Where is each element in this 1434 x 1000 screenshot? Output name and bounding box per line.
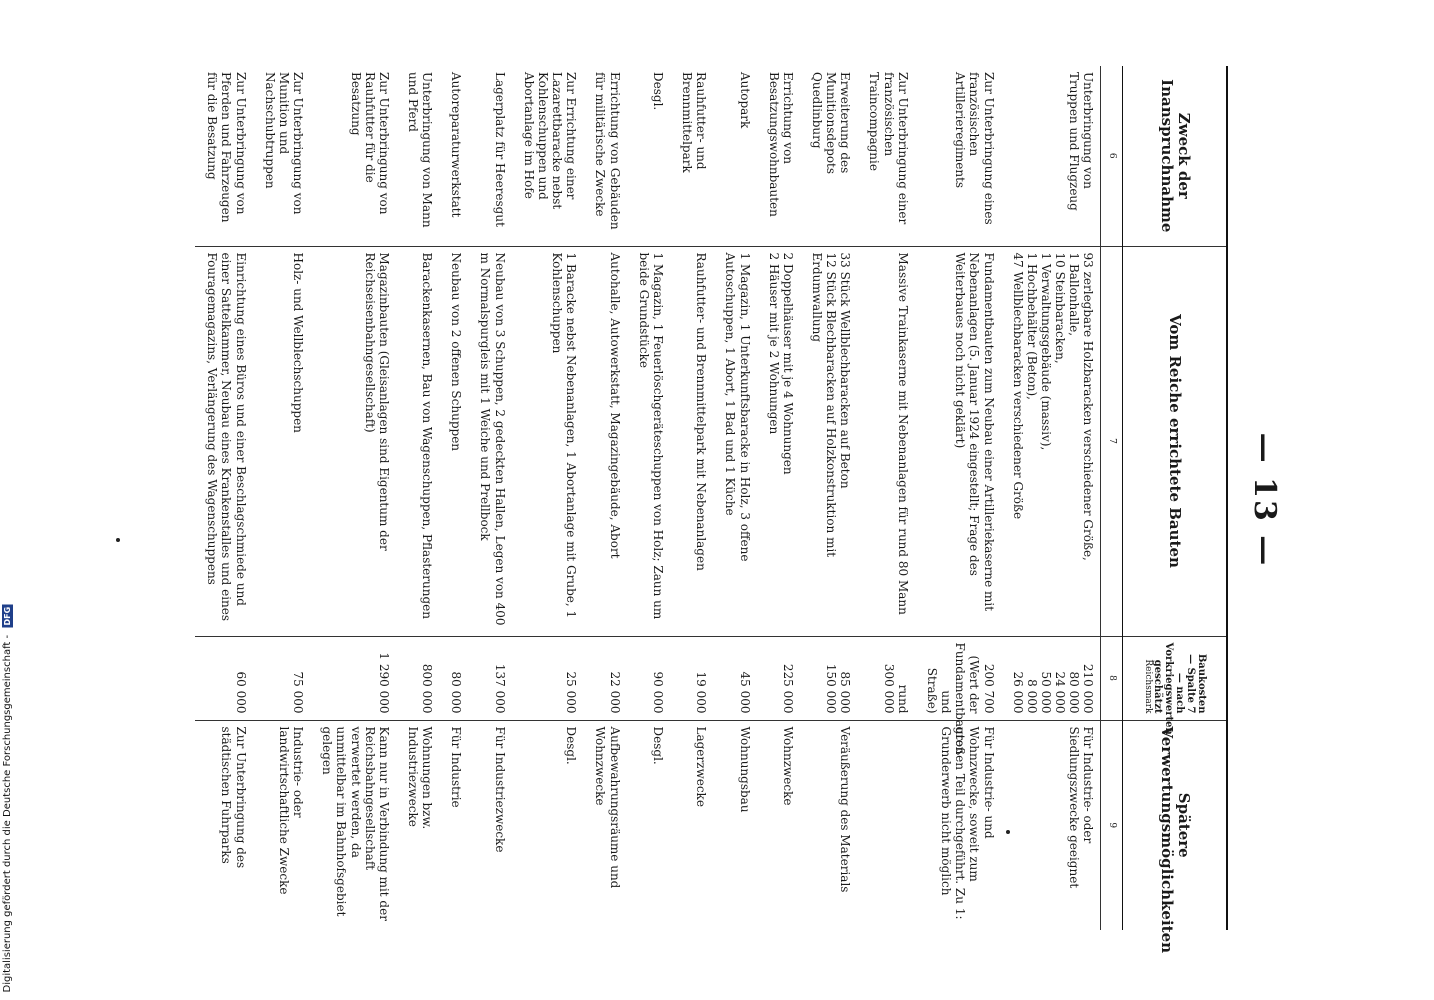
table-row — [757, 66, 800, 930]
col-num-6: 6 — [1101, 66, 1123, 246]
cell-buildings: Neubau von 2 offenen Schuppen — [439, 246, 468, 636]
cell-purpose: Unterbringung von Truppen und Flugzeug — [1067, 72, 1096, 211]
digitization-credit — [2, 605, 13, 993]
table-row — [627, 66, 670, 930]
cell-purpose: Autopark — [737, 72, 752, 129]
cell-purpose: Unterbringung von Mann und Pferd — [406, 72, 435, 228]
table-row — [1001, 66, 1101, 930]
cell-purpose: Zur Unterbringung von Pferden und Fahrzeugen für die Besatzung — [205, 72, 248, 223]
column-number-row — [1101, 66, 1123, 930]
table-row — [583, 66, 626, 930]
cell-costs: 25 000 — [512, 636, 584, 720]
table-row — [800, 66, 857, 930]
cell-later-use: Für Industrie- oder Siedlungszwecke geeignet — [1001, 720, 1101, 930]
header-costs — [1123, 636, 1227, 735]
cell-later-use: Desgl. — [512, 720, 584, 930]
cell-buildings: 33 Stück Wellblechbaracken auf Beton 12 Stück Blechbaracken auf Holzkonstruktion mit Erdumwallung — [800, 246, 857, 636]
cell-buildings: 93 zerlegbare Holzbaracken verschiedener Größe, 1 Ballonhalle, 10 Steinbaracken, 1 Verwaltungsgebäude (massiv), 1 Hochbehälter (Beton), 47 Wellblechbaracken verschiedener Größe — [1001, 246, 1101, 636]
page-number: — 13 — — [1247, 432, 1282, 568]
cell-purpose: Zur Unterbringung eines französischen Artillerieregiments — [953, 72, 996, 225]
cell-later-use: Zur Unterbringung des städtischen Fuhrparks — [195, 720, 252, 930]
cell-costs: 45 000 — [713, 636, 756, 720]
cell-later-use: Kann nur in Verbindung mit der Reichsbahngesellschaft verwertet werden, da unmittelbar im Bahnhofsgebiet gelegen — [310, 720, 396, 930]
cell-purpose: Lagerplatz für Heeresgut — [492, 72, 507, 227]
cell-purpose: Zur Unterbringung von Munition und Nachschubtruppen — [262, 72, 306, 215]
table-row — [253, 66, 310, 930]
cell-later-use: Desgl. — [627, 720, 670, 930]
cell-costs: 225 000 — [757, 636, 800, 720]
cell-costs: 75 000 — [253, 636, 310, 720]
cell-buildings: Holz- und Wellblechschuppen — [253, 246, 310, 636]
cell-later-use: Wohnungsbau — [713, 720, 756, 930]
table-row — [713, 66, 756, 930]
table-row — [512, 66, 584, 930]
cell-purpose: Rauhfutter- und Brennmittelpark — [680, 72, 709, 173]
cell-purpose: Erweiterung des Munitionsdepots Quedlinburg — [810, 72, 853, 175]
table-row — [310, 66, 396, 930]
credit-text: Digitalisierung gefördert durch die Deutsche Forschungsgemeinschaft - — [2, 634, 13, 992]
header-buildings: Vom Reiche errichtete Bauten — [1123, 246, 1227, 636]
cell-later-use: Industrie- oder landwirtschaftliche Zwecke — [253, 720, 310, 930]
cell-later-use: Wohnzwecke — [757, 720, 800, 930]
cell-later-use: Aufbewahrungsräume und Wohnzwecke — [583, 720, 626, 930]
cell-costs: 1 290 000 — [310, 636, 396, 720]
cell-later-use: Für Industrie- und Wohnzwecke, soweit zum großen Teil durchgeführt. Zu 1: Grunderwerb nicht möglich — [915, 720, 1001, 930]
cell-costs: 800 000 — [396, 636, 439, 720]
cell-costs: 200 700 (Wert der Fundamentbauten und Straße) — [915, 636, 1001, 720]
table-row — [195, 66, 252, 930]
cell-costs: 80 000 — [439, 636, 468, 720]
cell-costs: 90 000 — [627, 636, 670, 720]
table-row — [670, 66, 713, 930]
cell-later-use: Für Industriezwecke — [468, 720, 511, 930]
cell-later-use — [857, 720, 914, 930]
construction-table — [195, 66, 1228, 954]
cell-buildings: Neubau von 3 Schuppen, 2 gedeckten Hallen, Legen von 400 m Normalspurgleis mit 1 Weiche und Prellbock — [468, 246, 511, 636]
cell-later-use: Lagerzwecke — [670, 720, 713, 930]
cell-purpose: Zur Unterbringung einer französischen Traincompagnie — [867, 72, 910, 225]
cell-costs: 85 000 150 000 — [800, 636, 857, 720]
cell-buildings: Rauhfutter- und Brennmittelpark mit Nebenanlagen — [670, 246, 713, 636]
cell-buildings: Fundamentbauten zum Neubau einer Artilleriekaserne mit Nebenanlagen (5. Januar 1924 eingestellt; Frage des Weiterbaues noch nicht geklärt) — [915, 246, 1001, 636]
table-row — [396, 66, 439, 930]
cell-costs: 137 000 — [468, 636, 511, 720]
cell-buildings: Barackenkasernen, Bau von Wagenschuppen, Pflasterungen — [396, 246, 439, 636]
cell-costs: 22 000 — [583, 636, 626, 720]
cell-costs: rund 300 000 — [857, 636, 914, 720]
cell-purpose: Autoreparaturwerkstatt — [449, 72, 464, 218]
cell-purpose: Zur Errichtung einer Lazarettbaracke nebst Kohlenschuppen und Abortanlage im Hofe — [521, 72, 579, 210]
header-costs-unit: Reichsmark — [1143, 659, 1153, 714]
header-purpose: Zweck der Inanspruchnahme — [1123, 66, 1227, 246]
scanned-page — [120, 60, 1300, 954]
cell-buildings: 1 Magazin, 1 Unterkunftsbaracke in Holz, 3 offene Autoschuppen, 1 Abort, 1 Bad und 1 Küche — [713, 246, 756, 636]
rotated-page-content — [120, 60, 1300, 954]
table-row — [915, 66, 1001, 930]
header-row — [1123, 66, 1227, 930]
cell-buildings: 1 Baracke nebst Nebenanlagen, 1 Abortanlage mit Grube, 1 Kohlenschuppen — [512, 246, 584, 636]
col-num-9: 9 — [1101, 720, 1123, 930]
col-num-8: 8 — [1101, 636, 1123, 720]
cell-costs: 210 000 80 000 24 000 50 000 8 000 26 000 — [1001, 636, 1101, 720]
scan-speck — [116, 538, 120, 542]
col-num-7: 7 — [1101, 246, 1123, 636]
dfg-logo: DFG — [3, 606, 12, 626]
cell-purpose: Errichtung von Gebäuden für militärische Zwecke — [593, 72, 622, 230]
table-row — [857, 66, 914, 930]
header-later-use: Spätere Verwertungsmöglichkeiten — [1123, 720, 1227, 930]
table-row — [439, 66, 468, 930]
cell-costs: 19 000 — [670, 636, 713, 720]
cell-later-use: Wohnungen bzw. Industriezwecke — [396, 720, 439, 930]
table-row — [468, 66, 511, 930]
cell-purpose: Desgl. — [650, 72, 665, 111]
header-costs-title: Baukosten — Spalte 7 — nach Vorkriegswerten geschätzt — [1152, 642, 1207, 735]
cell-buildings: 1 Magazin, 1 Feuerlöschgeräteschuppen von Holz; Zaun um beide Grundstücke — [627, 246, 670, 636]
cell-purpose: Zur Unterbringung von Rauhfutter für die Besatzung — [348, 72, 391, 215]
cell-buildings: 2 Doppelhäuser mit je 4 Wohnungen 2 Häuser mit je 2 Wohnungen — [757, 246, 800, 636]
cell-purpose: Errichtung von Besatzungswohnbauten — [766, 72, 795, 217]
cell-later-use: Für Industrie — [439, 720, 468, 930]
scan-speck — [1006, 830, 1010, 834]
cell-buildings: Autohalle, Autowerkstatt, Magazingebäude, Abort — [583, 246, 626, 636]
cell-buildings: Einrichtung eines Büros und einer Beschlagschmiede und einer Sattelkammer, Neubau eines Krankenstalles und eines Fouragemagazins, Verlängerung des Wagenschuppens — [195, 246, 252, 636]
cell-buildings: Magazinbauten (Gleisanlagen sind Eigentum der Reichseisenbahngesellschaft) — [310, 246, 396, 636]
cell-costs: 60 000 — [195, 636, 252, 720]
cell-buildings: Massive Trainkaserne mit Nebenanlagen für rund 80 Mann — [857, 246, 914, 636]
cell-later-use: Veräußerung des Materials — [800, 720, 857, 930]
